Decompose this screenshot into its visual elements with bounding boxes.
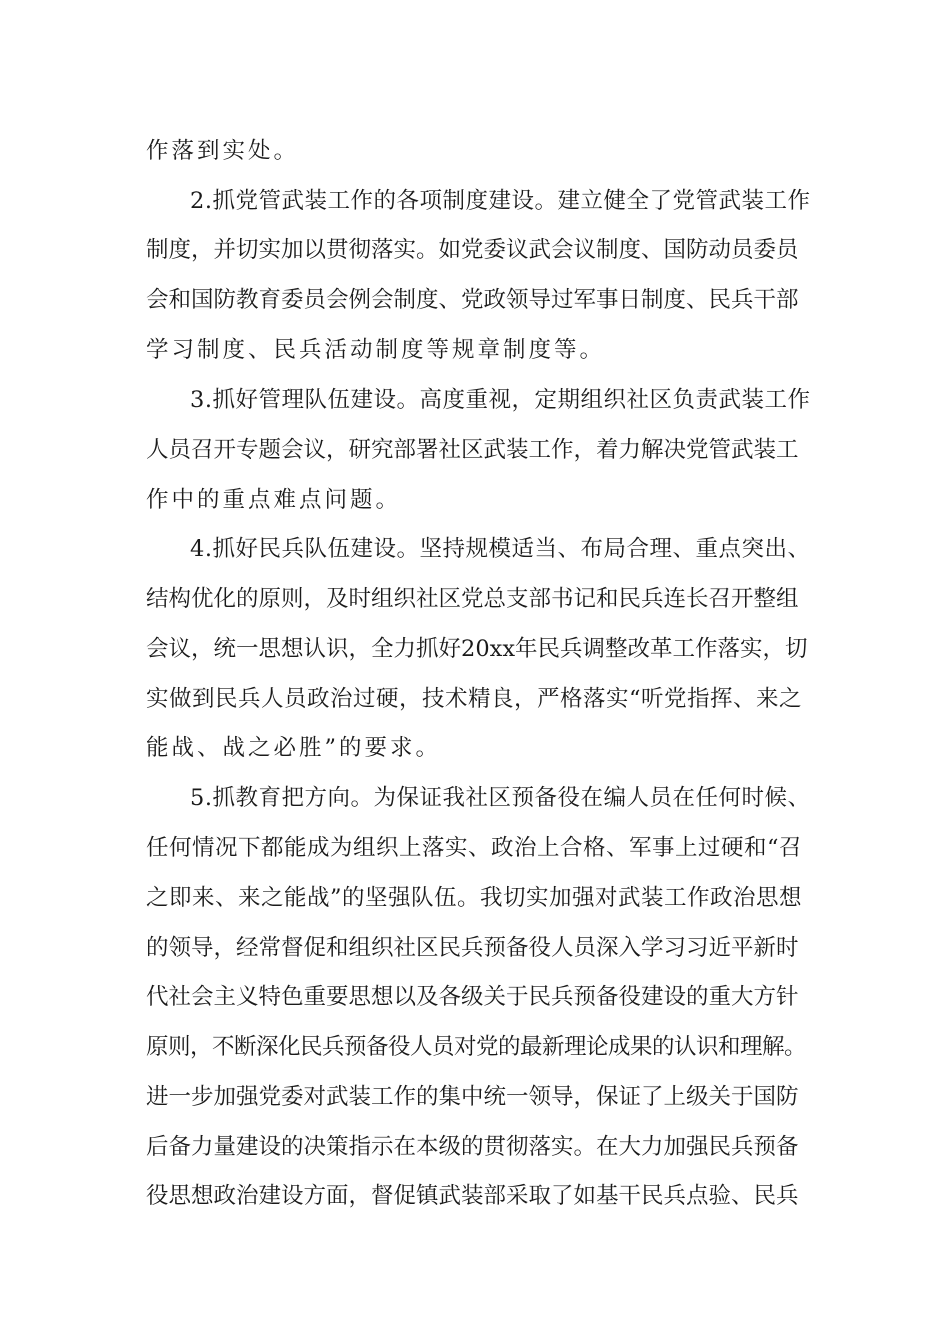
text-line: 后备力量建设的决策指示在本级的贯彻落实。在大力加强民兵预备 [146,1134,799,1160]
text-line: 会和国防教育委员会例会制度、党政领导过军事日制度、民兵干部 [146,287,799,313]
paragraph-3-first-line: 3.抓好管理队伍建设。高度重视，定期组织社区负责武装工作 [190,387,811,413]
text-line: 作落到实处。 [146,138,300,164]
text-line: 进一步加强党委对武装工作的集中统一领导，保证了上级关于国防 [146,1084,799,1110]
text-line: 学习制度、民兵活动制度等规章制度等。 [146,337,606,363]
text-line: 会议，统一思想认识，全力抓好20xx年民兵调整改革工作落实，切 [146,636,808,662]
text-line: 役思想政治建设方面，督促镇武装部采取了如基干民兵点验、民兵 [146,1183,799,1209]
text-line: 实做到民兵人员政治过硬，技术精良，严格落实“听党指挥、来之 [146,686,803,712]
paragraph-5-first-line: 5.抓教育把方向。为保证我社区预备役在编人员在任何时候、 [190,785,811,811]
paragraph-4-first-line: 4.抓好民兵队伍建设。坚持规模适当、布局合理、重点突出、 [190,536,811,562]
text-line: 代社会主义特色重要思想以及各级关于民兵预备役建设的重大方针 [146,984,799,1010]
paragraph-2-first-line: 2.抓党管武装工作的各项制度建设。建立健全了党管武装工作 [190,188,811,214]
text-line: 原则，不断深化民兵预备役人员对党的最新理论成果的认识和理解。 [146,1034,807,1060]
text-line: 作中的重点难点问题。 [146,487,402,513]
text-line: 之即来、来之能战”的坚强队伍。我切实加强对武装工作政治思想 [146,885,803,911]
text-line: 能战、战之必胜”的要求。 [146,735,442,761]
text-line: 制度，并切实加以贯彻落实。如党委议武会议制度、国防动员委员 [146,237,799,263]
text-line: 结构优化的原则，及时组织社区党总支部书记和民兵连长召开整组 [146,586,799,612]
text-line: 任何情况下都能成为组织上落实、政治上合格、军事上过硬和“召 [146,835,803,861]
text-line: 的领导，经常督促和组织社区民兵预备役人员深入学习习近平新时 [146,935,799,961]
text-line: 人员召开专题会议，研究部署社区武装工作，着力解决党管武装工 [146,437,799,463]
